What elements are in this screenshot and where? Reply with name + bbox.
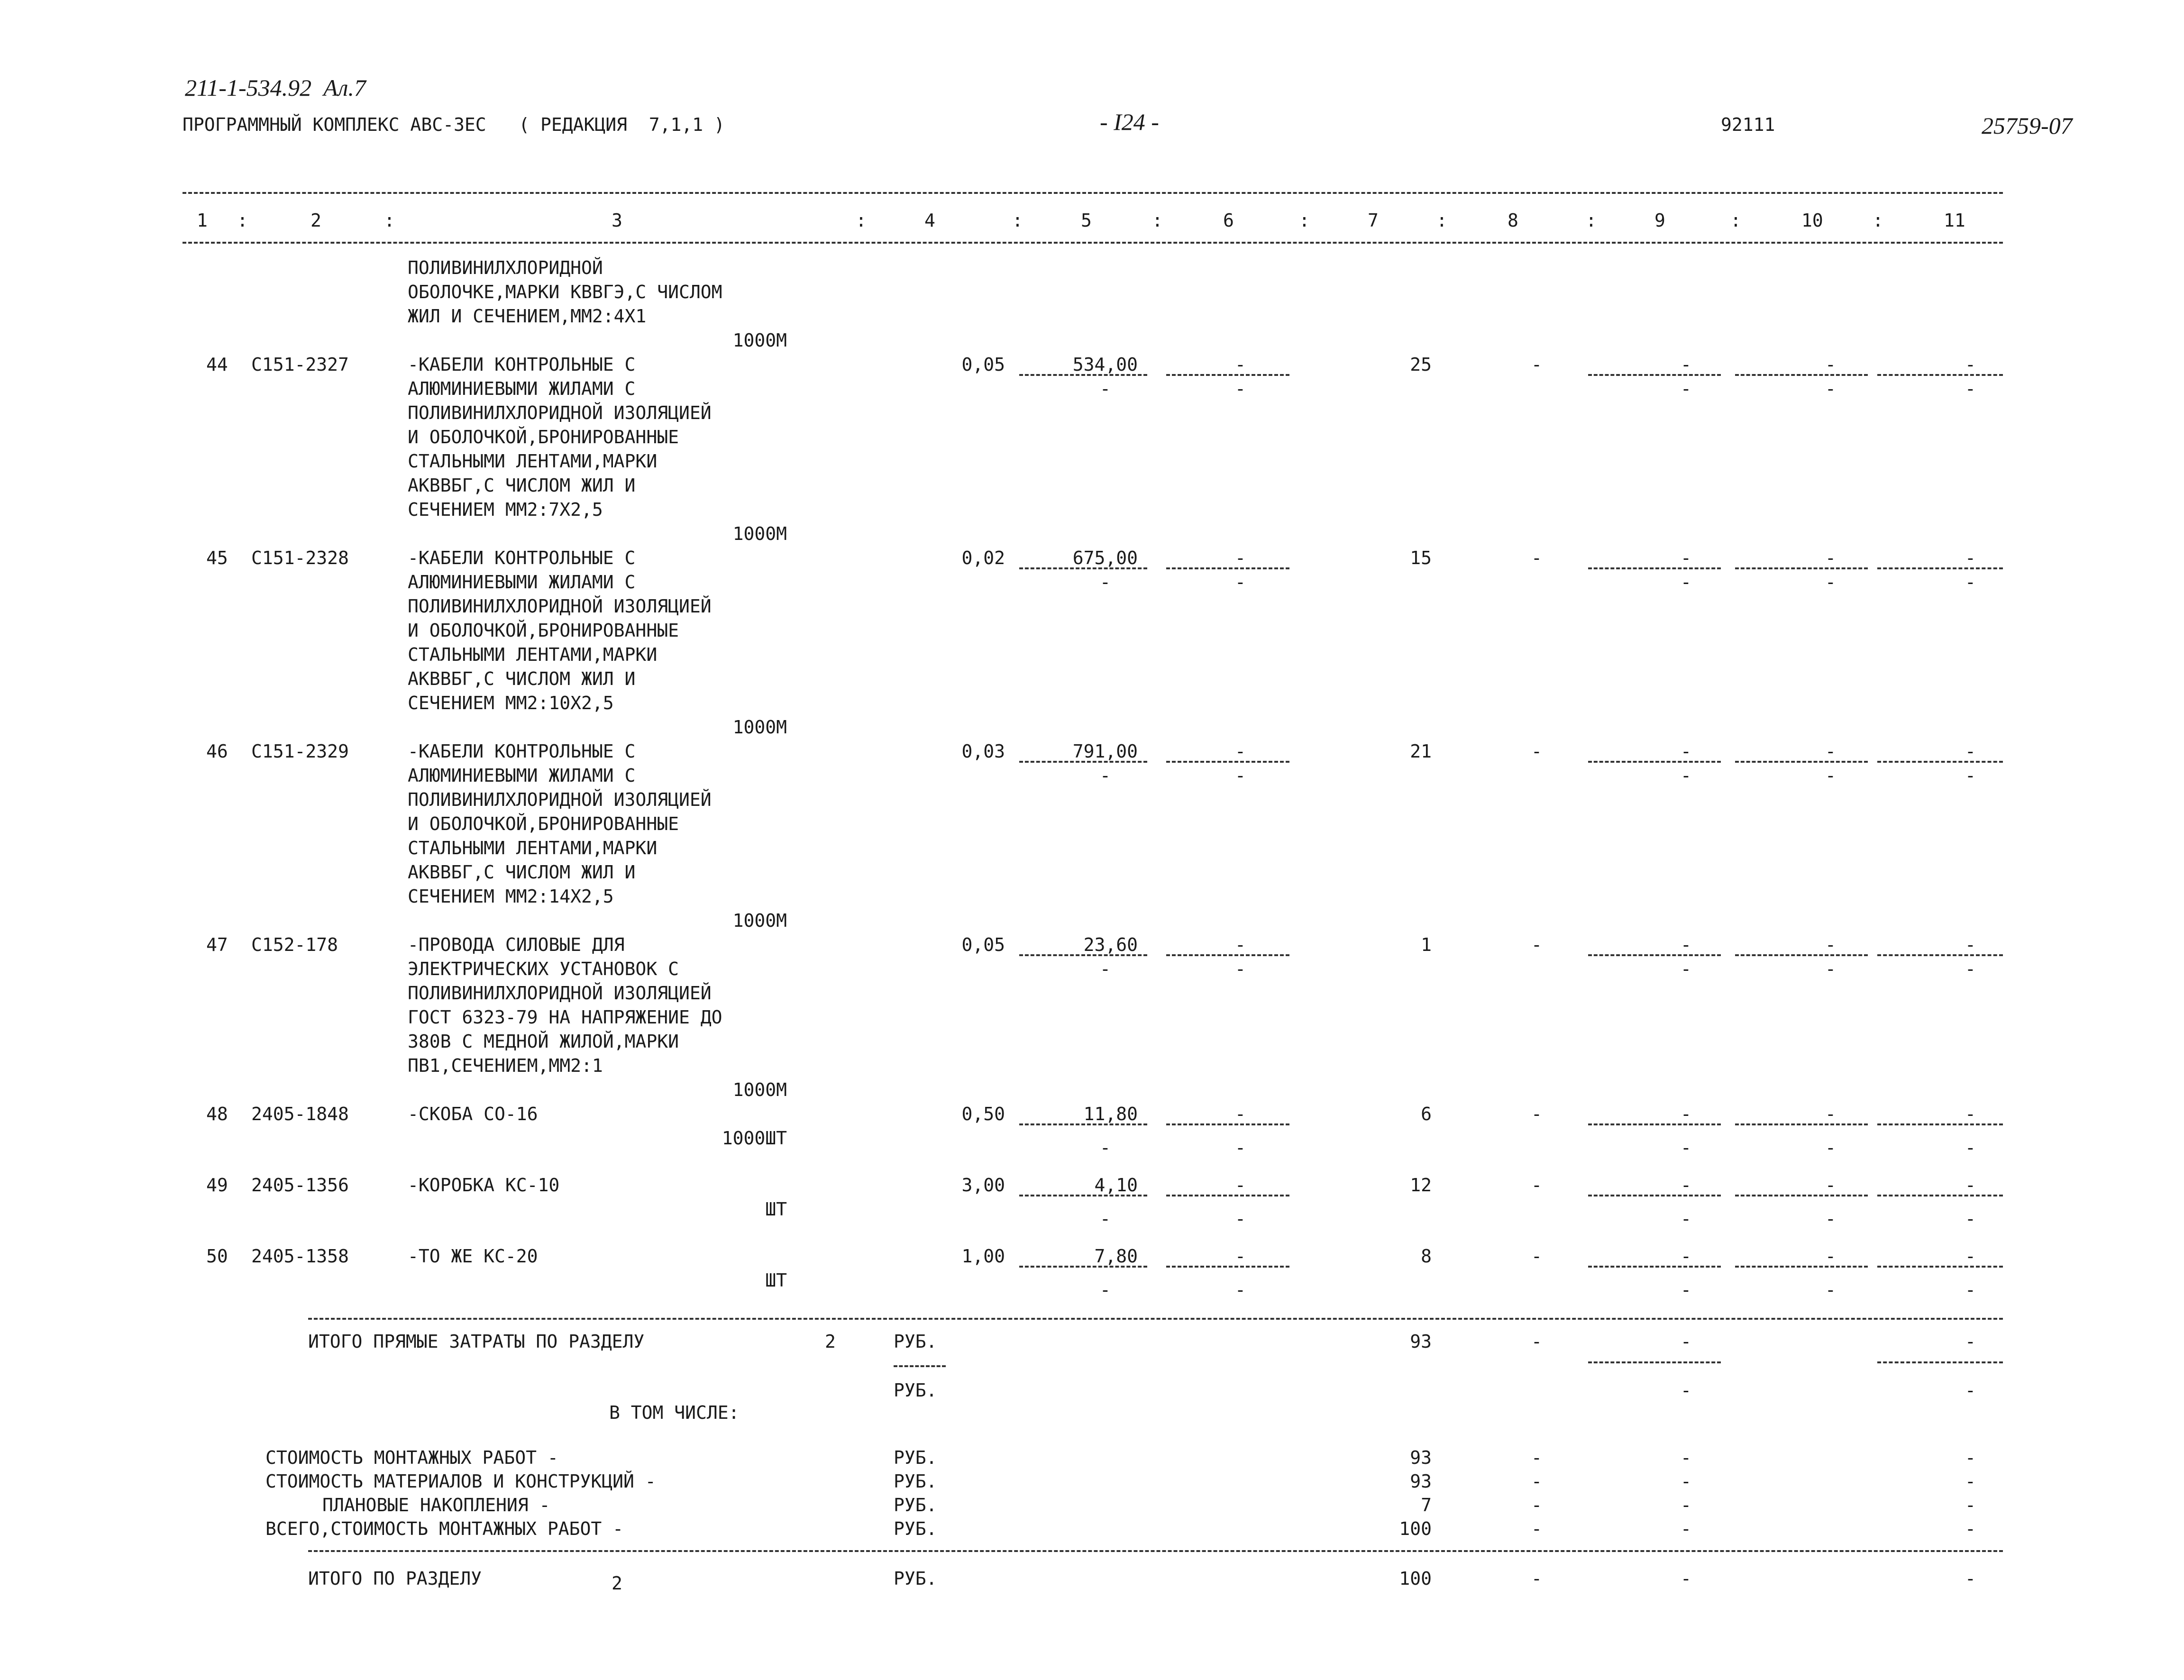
row-col6: - — [1235, 1246, 1246, 1267]
row-sub-col5: - — [1100, 572, 1111, 593]
row-description-line: ЭЛЕКТРИЧЕСКИХ УСТАНОВОК С — [408, 959, 679, 979]
total-mount-rub: РУБ. — [894, 1518, 937, 1539]
row-number: 49 — [206, 1175, 228, 1196]
row-description-line: ПОЛИВИНИЛХЛОРИДНОЙ ИЗОЛЯЦИЕЙ — [408, 983, 712, 1004]
row-col6-underline — [1166, 1266, 1289, 1268]
row-sub-col6: - — [1235, 572, 1246, 593]
column-separator: : — [1012, 210, 1023, 231]
row-col9: - — [1681, 1104, 1691, 1124]
mount-cost-c9: - — [1681, 1447, 1691, 1468]
row-description-line: ГОСТ 6323-79 НА НАПРЯЖЕНИЕ ДО — [408, 1007, 722, 1028]
materials-cost-rub: РУБ. — [894, 1471, 937, 1492]
total-section-c9: - — [1681, 1568, 1691, 1589]
row-sub-col11: - — [1965, 765, 1976, 786]
row-description-line: ОБОЛОЧКЕ,МАРКИ КВВГЭ,С ЧИСЛОМ — [408, 282, 722, 302]
row-description-line: АКВВБГ,С ЧИСЛОМ ЖИЛ И — [408, 668, 636, 689]
total-section-no: 2 — [612, 1573, 622, 1594]
row-code: С151-2329 — [251, 741, 349, 762]
summary-top-rule — [308, 1318, 2003, 1320]
row-col10-underline — [1735, 1195, 1868, 1196]
mount-cost-label: СТОИМОСТЬ МОНТАЖНЫХ РАБОТ - — [265, 1447, 558, 1468]
row-description-line: СТАЛЬНЫМИ ЛЕНТАМИ,МАРКИ — [408, 644, 658, 665]
planned-savings-c11: - — [1965, 1495, 1976, 1516]
row-unit-price: 791,00 — [1072, 741, 1138, 762]
row-unit-price: 23,60 — [1083, 934, 1138, 955]
row-sub-col9: - — [1681, 1137, 1691, 1158]
row-sub-col6: - — [1235, 378, 1246, 399]
program-title: ПРОГРАММНЫЙ КОМПЛЕКС АВС-3ЕС ( РЕДАКЦИЯ 7,1,1 ) — [183, 114, 725, 135]
row-col9-underline — [1588, 374, 1721, 376]
total-direct-rub: РУБ. — [894, 1331, 937, 1352]
row-number: 44 — [206, 354, 228, 375]
row-code: 2405-1848 — [251, 1104, 349, 1124]
materials-cost-c11: - — [1965, 1471, 1976, 1492]
row-number: 50 — [206, 1246, 228, 1267]
row-sub-col10: - — [1825, 1137, 1836, 1158]
row-col10: - — [1825, 1175, 1836, 1196]
row-col7: 25 — [1410, 354, 1432, 375]
total-section-c11: - — [1965, 1568, 1976, 1589]
total-direct-c8: - — [1531, 1331, 1542, 1352]
total-mount-c9: - — [1681, 1518, 1691, 1539]
row-sub-col9: - — [1681, 1279, 1691, 1300]
row-col8: - — [1531, 1104, 1542, 1124]
row-col9-underline — [1588, 1195, 1721, 1196]
rub-underline — [894, 1365, 946, 1367]
row-description-line: -ТО ЖЕ КС-20 — [408, 1246, 538, 1267]
row-col10-underline — [1735, 567, 1868, 569]
column-header-9: 9 — [1654, 210, 1665, 231]
materials-cost-value: 93 — [1410, 1471, 1432, 1492]
row-unit: ШТ — [765, 1199, 787, 1220]
c9-underline — [1588, 1361, 1721, 1363]
row-description-line: -КАБЕЛИ КОНТРОЛЬНЫЕ С — [408, 354, 636, 375]
row-col10: - — [1825, 934, 1836, 955]
row-sub-col11: - — [1965, 1208, 1976, 1229]
column-header-5: 5 — [1081, 210, 1092, 231]
row-sub-col6: - — [1235, 1279, 1246, 1300]
row-quantity: 0,03 — [961, 741, 1005, 762]
row-price-underline — [1019, 1195, 1147, 1196]
row-quantity: 3,00 — [961, 1175, 1005, 1196]
column-separator: : — [237, 210, 248, 231]
row-sub-col5: - — [1100, 1137, 1111, 1158]
row-col9: - — [1681, 548, 1691, 568]
column-separator: : — [384, 210, 395, 231]
row-unit-price: 11,80 — [1083, 1104, 1138, 1124]
row-description-line: АЛЮМИНИЕВЫМИ ЖИЛАМИ С — [408, 378, 636, 399]
row-description-line: ПВ1,СЕЧЕНИЕМ,ММ2:1 — [408, 1055, 603, 1076]
row-unit-price: 534,00 — [1072, 354, 1138, 375]
in-that-number: В ТОМ ЧИСЛЕ: — [609, 1402, 740, 1423]
mount-cost-c8: - — [1531, 1447, 1542, 1468]
column-separator: : — [856, 210, 867, 231]
row-description-line: -КОРОБКА КС-10 — [408, 1175, 560, 1196]
row-col6-underline — [1166, 761, 1289, 763]
row-col10-underline — [1735, 1123, 1868, 1125]
row-sub-col11: - — [1965, 572, 1976, 593]
column-separator: : — [1299, 210, 1310, 231]
planned-savings-label: ПЛАНОВЫЕ НАКОПЛЕНИЯ - — [322, 1495, 550, 1516]
row-sub-col5: - — [1100, 1208, 1111, 1229]
column-separator: : — [1586, 210, 1597, 231]
row-description-line: ЖИЛ И СЕЧЕНИЕМ,ММ2:4Х1 — [408, 306, 647, 327]
row-col7: 6 — [1421, 1104, 1432, 1124]
row-description-line: СЕЧЕНИЕМ ММ2:7Х2,5 — [408, 499, 603, 520]
total-direct-rub-2: РУБ. — [894, 1380, 937, 1401]
row-description-line: СЕЧЕНИЕМ ММ2:10Х2,5 — [408, 693, 614, 713]
row-col10: - — [1825, 548, 1836, 568]
row-col11-underline — [1877, 954, 2003, 956]
row-col7: 8 — [1421, 1246, 1432, 1267]
row-quantity: 1,00 — [961, 1246, 1005, 1267]
row-quantity: 0,50 — [961, 1104, 1005, 1124]
column-separator: : — [1436, 210, 1447, 231]
column-header-11: 11 — [1944, 210, 1965, 231]
total-direct-c11-2: - — [1965, 1380, 1976, 1401]
total-section-rub: РУБ. — [894, 1568, 937, 1589]
row-col9: - — [1681, 354, 1691, 375]
row-quantity: 0,02 — [961, 548, 1005, 568]
row-col6: - — [1235, 741, 1246, 762]
row-description-line: АЛЮМИНИЕВЫМИ ЖИЛАМИ С — [408, 572, 636, 593]
row-col6: - — [1235, 1104, 1246, 1124]
row-price-underline — [1019, 954, 1147, 956]
row-col6-underline — [1166, 374, 1289, 376]
row-sub-col9: - — [1681, 765, 1691, 786]
row-description-line: ПОЛИВИНИЛХЛОРИДНОЙ ИЗОЛЯЦИЕЙ — [408, 789, 712, 810]
summary-bottom-rule — [308, 1550, 2003, 1552]
total-section-label: ИТОГО ПО РАЗДЕЛУ — [308, 1568, 482, 1589]
row-description-line: ПОЛИВИНИЛХЛОРИДНОЙ ИЗОЛЯЦИЕЙ — [408, 596, 712, 617]
row-unit-price: 675,00 — [1072, 548, 1138, 568]
page-number: - I24 - — [1100, 109, 1159, 135]
row-col6: - — [1235, 548, 1246, 568]
column-separator: : — [1873, 210, 1883, 231]
column-header-3: 3 — [612, 210, 622, 231]
row-description-line: АКВВБГ,С ЧИСЛОМ ЖИЛ И — [408, 862, 636, 883]
row-col6: - — [1235, 1175, 1246, 1196]
row-quantity: 0,05 — [961, 934, 1005, 955]
row-col6: - — [1235, 354, 1246, 375]
row-col10-underline — [1735, 761, 1868, 763]
total-mount-value: 100 — [1399, 1518, 1432, 1539]
row-col8: - — [1531, 354, 1542, 375]
row-unit: 1000М — [732, 330, 787, 351]
row-sub-col10: - — [1825, 959, 1836, 979]
planned-savings-c8: - — [1531, 1495, 1542, 1516]
total-section-value: 100 — [1399, 1568, 1432, 1589]
total-direct-c9: - — [1681, 1331, 1691, 1352]
row-col10: - — [1825, 1104, 1836, 1124]
sheet-number: 25759-07 — [1982, 112, 2073, 139]
row-sub-col9: - — [1681, 1208, 1691, 1229]
column-header-6: 6 — [1223, 210, 1234, 231]
row-col10-underline — [1735, 954, 1868, 956]
planned-savings-value: 7 — [1421, 1495, 1432, 1516]
row-unit: 1000М — [732, 717, 787, 738]
row-col9-underline — [1588, 1266, 1721, 1268]
row-col10-underline — [1735, 1266, 1868, 1268]
row-price-underline — [1019, 1123, 1147, 1125]
planned-savings-rub: РУБ. — [894, 1495, 937, 1516]
row-number: 45 — [206, 548, 228, 568]
column-separator: : — [1152, 210, 1163, 231]
row-unit: ШТ — [765, 1270, 787, 1291]
row-col7: 21 — [1410, 741, 1432, 762]
row-sub-col9: - — [1681, 378, 1691, 399]
total-direct-label: ИТОГО ПРЯМЫЕ ЗАТРАТЫ ПО РАЗДЕЛУ — [308, 1331, 645, 1352]
row-col11: - — [1965, 548, 1976, 568]
materials-cost-c9: - — [1681, 1471, 1691, 1492]
column-header-7: 7 — [1368, 210, 1379, 231]
row-col11-underline — [1877, 374, 2003, 376]
row-sub-col6: - — [1235, 1137, 1246, 1158]
row-col10: - — [1825, 741, 1836, 762]
total-direct-c11: - — [1965, 1331, 1976, 1352]
row-unit: 1000М — [732, 523, 787, 544]
row-sub-col6: - — [1235, 765, 1246, 786]
total-mount-c8: - — [1531, 1518, 1542, 1539]
row-col9: - — [1681, 741, 1691, 762]
row-sub-col11: - — [1965, 1137, 1976, 1158]
row-number: 46 — [206, 741, 228, 762]
row-code: 2405-1358 — [251, 1246, 349, 1267]
table-header-rule — [183, 242, 2003, 244]
row-col9-underline — [1588, 567, 1721, 569]
row-sub-col10: - — [1825, 378, 1836, 399]
row-unit-price: 4,10 — [1094, 1175, 1138, 1196]
document-code: 211-1-534.92 Ал.7 — [185, 74, 366, 101]
row-col11: - — [1965, 1104, 1976, 1124]
row-sub-col11: - — [1965, 1279, 1976, 1300]
row-sub-col11: - — [1965, 959, 1976, 979]
row-quantity: 0,05 — [961, 354, 1005, 375]
row-description-line: 380В С МЕДНОЙ ЖИЛОЙ,МАРКИ — [408, 1031, 679, 1052]
row-col6: - — [1235, 934, 1246, 955]
total-direct-value: 93 — [1410, 1331, 1432, 1352]
row-col11-underline — [1877, 1195, 2003, 1196]
row-col10: - — [1825, 354, 1836, 375]
row-col11-underline — [1877, 1123, 2003, 1125]
total-mount-c11: - — [1965, 1518, 1976, 1539]
row-code: 2405-1356 — [251, 1175, 349, 1196]
row-description-line: АКВВБГ,С ЧИСЛОМ ЖИЛ И — [408, 475, 636, 496]
row-sub-col5: - — [1100, 765, 1111, 786]
table-top-rule — [183, 192, 2003, 194]
row-col6-underline — [1166, 1123, 1289, 1125]
row-description-line: -ПРОВОДА СИЛОВЫЕ ДЛЯ — [408, 934, 625, 955]
row-col11: - — [1965, 741, 1976, 762]
row-unit: 1000М — [732, 1079, 787, 1100]
row-col11-underline — [1877, 761, 2003, 763]
row-sub-col9: - — [1681, 959, 1691, 979]
row-price-underline — [1019, 374, 1147, 376]
row-price-underline — [1019, 761, 1147, 763]
row-description-line: И ОБОЛОЧКОЙ,БРОНИРОВАННЫЕ — [408, 620, 679, 641]
row-col9: - — [1681, 1175, 1691, 1196]
total-direct-c9-2: - — [1681, 1380, 1691, 1401]
row-unit-price: 7,80 — [1094, 1246, 1138, 1267]
total-section-c8: - — [1531, 1568, 1542, 1589]
row-col7: 1 — [1421, 934, 1432, 955]
row-description-line: АЛЮМИНИЕВЫМИ ЖИЛАМИ С — [408, 765, 636, 786]
row-description-line: ПОЛИВИНИЛХЛОРИДНОЙ ИЗОЛЯЦИЕЙ — [408, 402, 712, 423]
row-code: С151-2327 — [251, 354, 349, 375]
row-col10-underline — [1735, 374, 1868, 376]
row-col9: - — [1681, 934, 1691, 955]
row-description-line: -СКОБА СО-16 — [408, 1104, 538, 1124]
total-mount-label: ВСЕГО,СТОИМОСТЬ МОНТАЖНЫХ РАБОТ - — [265, 1518, 623, 1539]
row-code: С151-2328 — [251, 548, 349, 568]
row-description-line: И ОБОЛОЧКОЙ,БРОНИРОВАННЫЕ — [408, 813, 679, 834]
column-header-8: 8 — [1508, 210, 1518, 231]
row-description-line: И ОБОЛОЧКОЙ,БРОНИРОВАННЫЕ — [408, 427, 679, 447]
materials-cost-label: СТОИМОСТЬ МАТЕРИАЛОВ И КОНСТРУКЦИЙ - — [265, 1471, 656, 1492]
row-col11: - — [1965, 354, 1976, 375]
column-header-4: 4 — [924, 210, 935, 231]
row-col6-underline — [1166, 567, 1289, 569]
row-description-line: ПОЛИВИНИЛХЛОРИДНОЙ — [408, 257, 603, 278]
row-col6-underline — [1166, 1195, 1289, 1196]
column-header-1: 1 — [197, 210, 208, 231]
row-col7: 15 — [1410, 548, 1432, 568]
row-col9-underline — [1588, 954, 1721, 956]
row-sub-col6: - — [1235, 1208, 1246, 1229]
row-unit: 1000ШТ — [722, 1128, 787, 1149]
row-col7: 12 — [1410, 1175, 1432, 1196]
row-sub-col5: - — [1100, 1279, 1111, 1300]
row-description-line: СЕЧЕНИЕМ ММ2:14Х2,5 — [408, 886, 614, 907]
planned-savings-c9: - — [1681, 1495, 1691, 1516]
row-col9-underline — [1588, 761, 1721, 763]
column-separator: : — [1730, 210, 1741, 231]
row-price-underline — [1019, 1266, 1147, 1268]
mount-cost-rub: РУБ. — [894, 1447, 937, 1468]
row-sub-col6: - — [1235, 959, 1246, 979]
code-92111: 92111 — [1721, 114, 1775, 135]
row-price-underline — [1019, 567, 1147, 569]
total-direct-section: 2 — [825, 1331, 836, 1352]
row-col9-underline — [1588, 1123, 1721, 1125]
row-col11: - — [1965, 934, 1976, 955]
row-sub-col10: - — [1825, 1208, 1836, 1229]
row-col10: - — [1825, 1246, 1836, 1267]
row-description-line: СТАЛЬНЫМИ ЛЕНТАМИ,МАРКИ — [408, 838, 658, 858]
row-sub-col10: - — [1825, 1279, 1836, 1300]
row-sub-col9: - — [1681, 572, 1691, 593]
mount-cost-value: 93 — [1410, 1447, 1432, 1468]
row-unit: 1000М — [732, 910, 787, 931]
row-sub-col11: - — [1965, 378, 1976, 399]
row-number: 48 — [206, 1104, 228, 1124]
row-number: 47 — [206, 934, 228, 955]
row-col11: - — [1965, 1175, 1976, 1196]
row-col8: - — [1531, 741, 1542, 762]
row-description-line: СТАЛЬНЫМИ ЛЕНТАМИ,МАРКИ — [408, 451, 658, 472]
c11-underline — [1877, 1361, 2003, 1363]
column-header-2: 2 — [311, 210, 321, 231]
mount-cost-c11: - — [1965, 1447, 1976, 1468]
row-description-line: -КАБЕЛИ КОНТРОЛЬНЫЕ С — [408, 741, 636, 762]
materials-cost-c8: - — [1531, 1471, 1542, 1492]
row-col8: - — [1531, 548, 1542, 568]
row-col8: - — [1531, 1246, 1542, 1267]
row-col8: - — [1531, 934, 1542, 955]
row-sub-col5: - — [1100, 378, 1111, 399]
row-col6-underline — [1166, 954, 1289, 956]
row-sub-col10: - — [1825, 572, 1836, 593]
row-col9: - — [1681, 1246, 1691, 1267]
row-col11: - — [1965, 1246, 1976, 1267]
row-sub-col10: - — [1825, 765, 1836, 786]
row-col11-underline — [1877, 1266, 2003, 1268]
column-header-10: 10 — [1801, 210, 1823, 231]
row-col11-underline — [1877, 567, 2003, 569]
row-description-line: -КАБЕЛИ КОНТРОЛЬНЫЕ С — [408, 548, 636, 568]
row-code: С152-178 — [251, 934, 338, 955]
row-sub-col5: - — [1100, 959, 1111, 979]
row-col8: - — [1531, 1175, 1542, 1196]
